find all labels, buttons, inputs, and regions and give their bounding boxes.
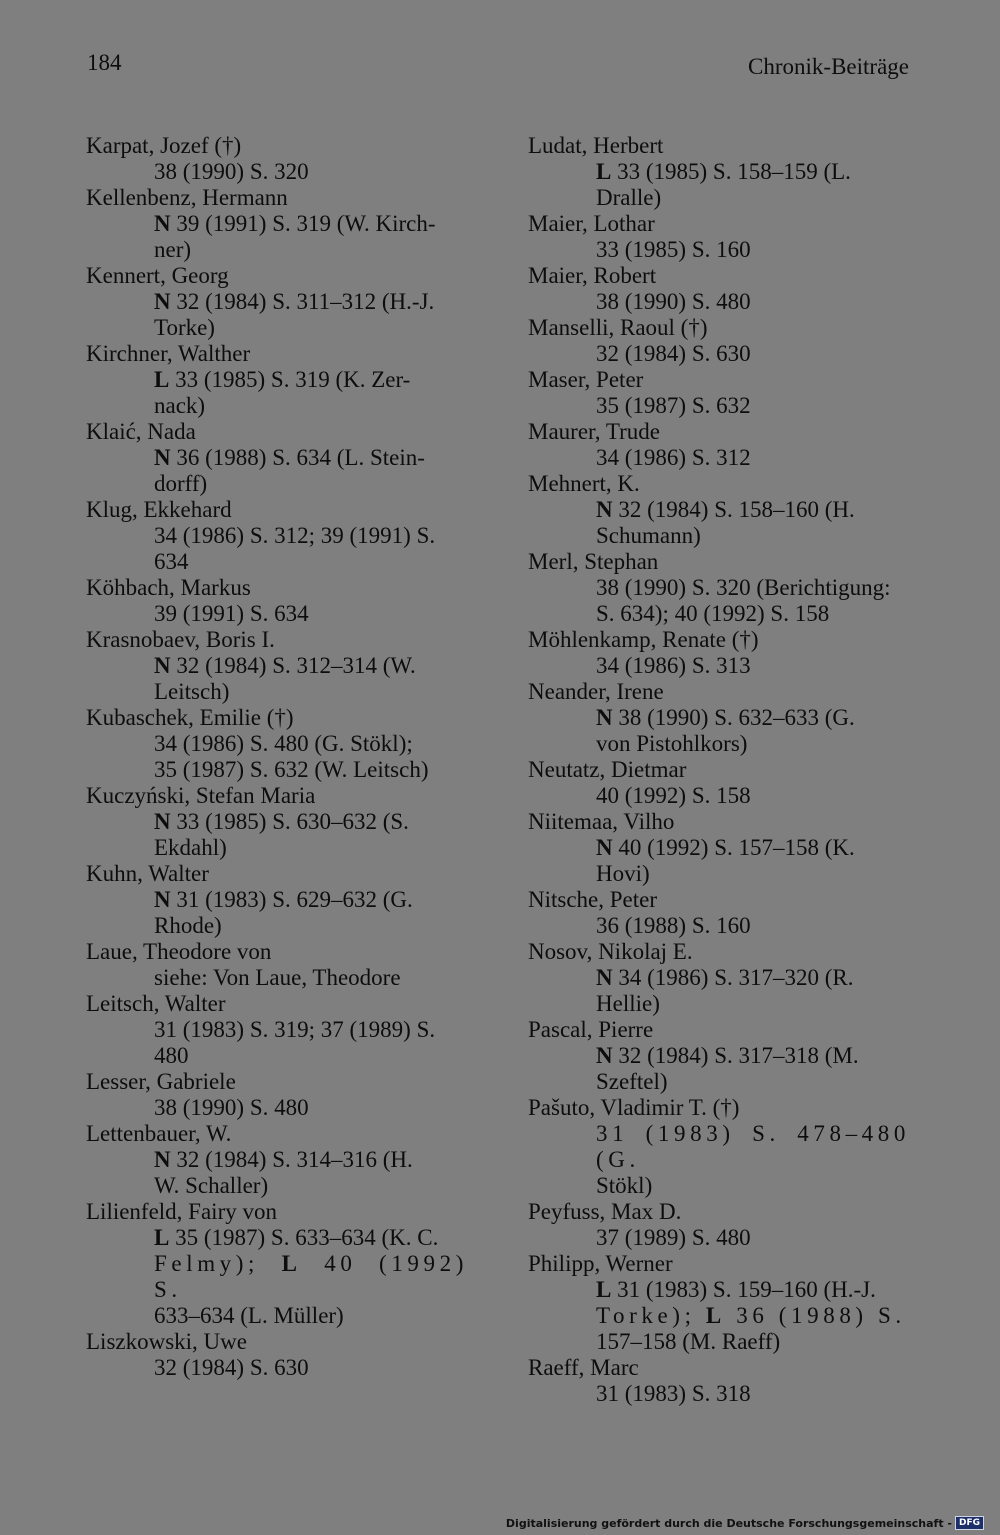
entry-reference (596, 1043, 910, 1095)
reference-text: 34 (1986) S. 317–320 (R. (612, 965, 854, 990)
entry-name: Karpat, Jozef (†) (86, 133, 242, 158)
entry-reference (154, 887, 468, 939)
entry-reference (154, 289, 468, 341)
reference-text: 480 (154, 1043, 189, 1068)
entry-reference (154, 1147, 468, 1199)
entry-reference-line (596, 1277, 910, 1303)
entry-name: Maser, Peter (528, 367, 644, 392)
review-type-marker: N (154, 809, 171, 834)
reference-text: 38 (1990) S. 480 (154, 1095, 309, 1120)
entry-name: Klaić, Nada (86, 419, 196, 444)
reference-text: 33 (1985) S. 319 (K. Zer- (169, 367, 411, 392)
index-entry (86, 1329, 468, 1381)
reference-text: 31 (1983) S. 159–160 (H.-J. (611, 1277, 876, 1302)
index-entry (528, 263, 910, 315)
index-entry (86, 939, 468, 991)
entry-name: Lesser, Gabriele (86, 1069, 236, 1094)
entry-name: Lilienfeld, Fairy von (86, 1199, 277, 1224)
review-type-marker: N (154, 653, 171, 678)
review-type-marker: N (154, 445, 171, 470)
reference-text: 36 (1988) S. (725, 1303, 906, 1328)
index-entry (528, 549, 910, 627)
entry-name: Kellenbenz, Hermann (86, 185, 288, 210)
entry-reference (596, 445, 910, 471)
entry-name: Köhbach, Markus (86, 575, 251, 600)
reference-text: 34 (1986) S. 313 (596, 653, 751, 678)
entry-name: Klug, Ekkehard (86, 497, 232, 522)
reference-text: Ekdahl) (154, 835, 227, 860)
entry-name: Neutatz, Dietmar (528, 757, 687, 782)
entry-reference (596, 1277, 910, 1355)
review-type-marker: N (596, 835, 613, 860)
reference-text: 34 (1986) S. 480 (G. Stökl); (154, 731, 413, 756)
reference-text: 157–158 (M. Raeff) (596, 1329, 781, 1354)
entry-reference (154, 809, 468, 861)
review-type-marker: L (596, 1277, 612, 1302)
reference-text: 38 (1990) S. 632–633 (G. (612, 705, 855, 730)
index-entry (528, 1251, 910, 1355)
entry-reference (154, 731, 468, 783)
entry-reference (596, 1381, 910, 1407)
index-entry (528, 887, 910, 939)
reference-text: Szeftel) (596, 1069, 668, 1094)
review-type-marker: N (596, 1043, 613, 1068)
entry-reference-line (596, 705, 910, 731)
index-entry (528, 471, 910, 549)
index-entry (86, 1069, 468, 1121)
entry-name: Kirchner, Walther (86, 341, 251, 366)
index-column-right (528, 133, 910, 1407)
index-entry (86, 185, 468, 263)
entry-name: Kennert, Georg (86, 263, 229, 288)
reference-text: 35 (1987) S. 633–634 (K. C. (169, 1225, 439, 1250)
entry-name: Kuhn, Walter (86, 861, 209, 886)
entry-reference (154, 1095, 468, 1121)
review-type-marker: L (705, 1303, 726, 1328)
entry-reference-line (154, 809, 468, 835)
entry-reference-line (596, 575, 910, 601)
index-entry (528, 315, 910, 367)
entry-reference (154, 601, 468, 627)
index-entry (528, 757, 910, 809)
reference-text: Torke) (154, 315, 215, 340)
reference-text: 31 (1983) S. 319; 37 (1989) S. (154, 1017, 436, 1042)
reference-text: 31 (1983) S. 478–480 (G. (596, 1121, 910, 1172)
index-entry (86, 991, 468, 1069)
index-entry (86, 1121, 468, 1199)
reference-text: Hellie) (596, 991, 660, 1016)
reference-text: 35 (1987) S. 632 (W. Leitsch) (154, 757, 429, 782)
index-entry (528, 627, 910, 679)
review-type-marker: N (154, 887, 171, 912)
index-entry (86, 627, 468, 705)
reference-text: 38 (1990) S. 320 (Berichtigung: (596, 575, 891, 600)
entry-reference (154, 523, 468, 575)
entry-reference (596, 705, 910, 757)
entry-reference (596, 341, 910, 367)
review-type-marker: N (154, 1147, 171, 1172)
index-column-left (86, 133, 468, 1381)
entry-reference (596, 965, 910, 1017)
entry-name: Möhlenkamp, Renate (†) (528, 627, 759, 652)
review-type-marker: L (154, 367, 170, 392)
reference-text: Felmy); (154, 1251, 282, 1276)
review-type-marker: L (154, 1225, 170, 1250)
entry-name: Nitsche, Peter (528, 887, 658, 912)
reference-text: 32 (1984) S. 158–160 (H. (612, 497, 855, 522)
reference-text: 32 (1984) S. 312–314 (W. (170, 653, 416, 678)
reference-text: 40 (1992) S. 158 (596, 783, 751, 808)
reference-text: 32 (1984) S. 317–318 (M. (612, 1043, 859, 1068)
entry-reference (596, 289, 910, 315)
index-entry (86, 861, 468, 939)
entry-reference (596, 237, 910, 263)
entry-reference (596, 159, 910, 211)
reference-text: nack) (154, 393, 206, 418)
reference-text: Hovi) (596, 861, 650, 886)
index-entry (528, 133, 910, 211)
index-entry (528, 1095, 910, 1199)
reference-text: 40 (1992) S. (154, 1251, 468, 1302)
entry-name: Lettenbauer, W. (86, 1121, 232, 1146)
reference-text: 35 (1987) S. 632 (596, 393, 751, 418)
entry-name: Leitsch, Walter (86, 991, 226, 1016)
index-entry (86, 419, 468, 497)
entry-reference (154, 1355, 468, 1381)
entry-name: Pašuto, Vladimir T. (†) (528, 1095, 740, 1120)
reference-text: 32 (1984) S. 314–316 (H. (170, 1147, 413, 1172)
reference-text: 36 (1988) S. 634 (L. Stein- (170, 445, 425, 470)
digitization-footer (506, 1516, 984, 1530)
entry-name: Peyfuss, Max D. (528, 1199, 682, 1224)
index-entry (86, 783, 468, 861)
entry-reference-line (596, 497, 910, 523)
reference-text: Torke); (596, 1303, 706, 1328)
index-entry (528, 1199, 910, 1251)
entry-reference (596, 393, 910, 419)
reference-text: Leitsch) (154, 679, 230, 704)
review-type-marker: N (596, 497, 613, 522)
review-type-marker: L (281, 1251, 302, 1276)
index-entry (528, 367, 910, 419)
entry-reference-line (154, 887, 468, 913)
entry-reference (154, 211, 468, 263)
entry-name: Mehnert, K. (528, 471, 640, 496)
entry-name: Liszkowski, Uwe (86, 1329, 247, 1354)
index-entry (86, 497, 468, 575)
reference-text: dorff) (154, 471, 208, 496)
entry-reference-line (596, 1121, 910, 1173)
dfg-logo: DFG (955, 1516, 984, 1530)
reference-text: W. Schaller) (154, 1173, 269, 1198)
reference-text: 40 (1992) S. 157–158 (K. (612, 835, 855, 860)
entry-reference-line (154, 653, 468, 679)
index-entry (528, 419, 910, 471)
reference-text: 33 (1985) S. 160 (596, 237, 751, 262)
reference-text: S. 634); 40 (1992) S. 158 (596, 601, 830, 626)
index-entry (528, 809, 910, 887)
entry-name: Niitemaa, Vilho (528, 809, 675, 834)
entry-name: Merl, Stephan (528, 549, 659, 574)
entry-reference (596, 1225, 910, 1251)
entry-reference (154, 445, 468, 497)
reference-text: Dralle) (596, 185, 662, 210)
entry-name: Philipp, Werner (528, 1251, 673, 1276)
index-entry (86, 341, 468, 419)
reference-text: 38 (1990) S. 480 (596, 289, 751, 314)
reference-text: 634 (154, 549, 189, 574)
entry-name: Pascal, Pierre (528, 1017, 654, 1042)
entry-name: Maier, Lothar (528, 211, 655, 236)
entry-name: Raeff, Marc (528, 1355, 639, 1380)
index-entry (86, 705, 468, 783)
entry-reference-line (596, 1303, 910, 1329)
entry-name: Nosov, Nikolaj E. (528, 939, 693, 964)
reference-text: Rhode) (154, 913, 222, 938)
reference-text: 33 (1985) S. 158–159 (L. (611, 159, 851, 184)
review-type-marker: N (154, 289, 171, 314)
entry-reference (596, 575, 910, 627)
index-entry (86, 575, 468, 627)
entry-reference (596, 783, 910, 809)
index-entry (528, 211, 910, 263)
page-number: 184 (87, 50, 122, 75)
reference-text: 633–634 (L. Müller) (154, 1303, 344, 1328)
entry-reference-line (596, 1043, 910, 1069)
entry-reference (154, 159, 468, 185)
entry-reference-line (154, 1147, 468, 1173)
entry-reference-line (596, 159, 910, 185)
index-entry (86, 263, 468, 341)
entry-name: Kuczyński, Stefan Maria (86, 783, 316, 808)
reference-text: 32 (1984) S. 630 (154, 1355, 309, 1380)
reference-text: 39 (1991) S. 634 (154, 601, 309, 626)
entry-reference-line (154, 523, 468, 549)
entry-name: Laue, Theodore von (86, 939, 272, 964)
reference-text: 33 (1985) S. 630–632 (S. (170, 809, 409, 834)
entry-reference (154, 1225, 468, 1329)
entry-reference-line (154, 211, 468, 237)
index-entry (528, 939, 910, 1017)
entry-reference-line (154, 367, 468, 393)
entry-reference-line (596, 965, 910, 991)
entry-name: Kubaschek, Emilie (†) (86, 705, 294, 730)
entry-reference-line (596, 835, 910, 861)
entry-reference (596, 653, 910, 679)
reference-text: 31 (1983) S. 629–632 (G. (170, 887, 413, 912)
reference-text: 32 (1984) S. 311–312 (H.-J. (170, 289, 435, 314)
reference-text: Schumann) (596, 523, 701, 548)
entry-reference-line (154, 1017, 468, 1043)
entry-reference (154, 653, 468, 705)
reference-text: Stökl) (596, 1173, 653, 1198)
review-type-marker: L (596, 159, 612, 184)
entry-reference (154, 965, 468, 991)
reference-text: 39 (1991) S. 319 (W. Kirch- (170, 211, 436, 236)
index-entry (86, 133, 468, 185)
entry-name: Maurer, Trude (528, 419, 660, 444)
entry-reference-line (154, 445, 468, 471)
reference-text: siehe: Von Laue, Theodore (154, 965, 401, 990)
reference-text: 31 (1983) S. 318 (596, 1381, 751, 1406)
reference-text: 34 (1986) S. 312 (596, 445, 751, 470)
entry-name: Maier, Robert (528, 263, 657, 288)
review-type-marker: N (154, 211, 171, 236)
entry-reference (596, 913, 910, 939)
entry-reference (596, 835, 910, 887)
entry-name: Neander, Irene (528, 679, 664, 704)
entry-reference-line (154, 1251, 468, 1303)
entry-reference (596, 497, 910, 549)
reference-text: ner) (154, 237, 192, 262)
index-entry (528, 679, 910, 757)
reference-text: 36 (1988) S. 160 (596, 913, 751, 938)
entry-reference-line (154, 1225, 468, 1251)
running-head: Chronik-Beiträge (748, 54, 909, 79)
entry-name: Manselli, Raoul (†) (528, 315, 708, 340)
entry-name: Krasnobaev, Boris I. (86, 627, 275, 652)
entry-reference (154, 367, 468, 419)
entry-reference-line (154, 289, 468, 315)
reference-text: von Pistohlkors) (596, 731, 748, 756)
entry-reference (596, 1121, 910, 1199)
reference-text: 38 (1990) S. 320 (154, 159, 309, 184)
reference-text: 32 (1984) S. 630 (596, 341, 751, 366)
review-type-marker: N (596, 965, 613, 990)
index-entry (528, 1355, 910, 1407)
index-entry (86, 1199, 468, 1329)
entry-reference (154, 1017, 468, 1069)
index-entry (528, 1017, 910, 1095)
entry-name: Ludat, Herbert (528, 133, 664, 158)
entry-reference-line (154, 731, 468, 757)
review-type-marker: N (596, 705, 613, 730)
footer-text: Digitalisierung gefördert durch die Deutsche Forschungsgemeinschaft - (505, 1516, 952, 1530)
reference-text: 37 (1989) S. 480 (596, 1225, 751, 1250)
reference-text: 34 (1986) S. 312; 39 (1991) S. (154, 523, 436, 548)
